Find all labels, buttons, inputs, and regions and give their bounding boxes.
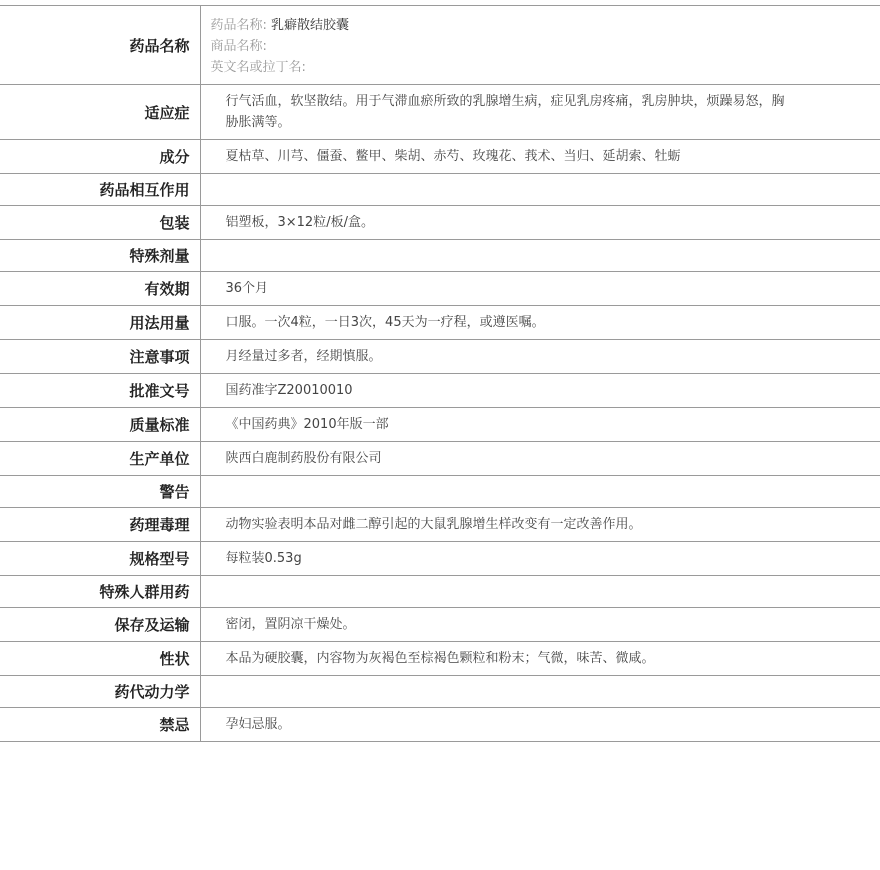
table-row-dosage: [0, 306, 880, 340]
table-row-special-populations: [0, 576, 880, 608]
row-label: 药品名称: [0, 6, 200, 85]
row-value: 口服。一次4粒，一日3次，45天为一疗程，或遵医嘱。: [200, 306, 880, 340]
row-label: 禁忌: [0, 708, 200, 742]
row-label: 包装: [0, 206, 200, 240]
generic-name-value: 乳癖散结胶囊: [271, 18, 350, 33]
table-row-storage: [0, 608, 880, 642]
table-row-special-dosage: [0, 240, 880, 272]
row-value: 动物实验表明本品对雌二醇引起的大鼠乳腺增生样改变有一定改善作用。: [200, 508, 880, 542]
generic-name-key: 药品名称:: [210, 18, 267, 33]
trade-name-key: 商品名称:: [210, 39, 267, 54]
table-row-interactions: [0, 174, 880, 206]
table-row-contraindications: [0, 708, 880, 742]
row-value: [200, 174, 880, 206]
table-row-indications: [0, 85, 880, 140]
table-row-warning: [0, 476, 880, 508]
row-label: 特殊剂量: [0, 240, 200, 272]
row-label: 注意事项: [0, 340, 200, 374]
row-value: 夏枯草、川芎、僵蚕、鳖甲、柴胡、赤芍、玫瑰花、莪术、当归、延胡索、牡蛎: [200, 140, 880, 174]
row-label: 保存及运输: [0, 608, 200, 642]
row-label: 批准文号: [0, 374, 200, 408]
row-label: 性状: [0, 642, 200, 676]
row-label: 适应症: [0, 85, 200, 140]
row-label: 用法用量: [0, 306, 200, 340]
row-value: 每粒装0.53g: [200, 542, 880, 576]
row-value: [200, 240, 880, 272]
table-row-shelf-life: [0, 272, 880, 306]
row-label: 生产单位: [0, 442, 200, 476]
row-label: 药品相互作用: [0, 174, 200, 206]
table-row-drug-name: [0, 6, 880, 85]
table-row-packaging: [0, 206, 880, 240]
table-row-quality-standard: [0, 408, 880, 442]
table-row-manufacturer: [0, 442, 880, 476]
row-label: 规格型号: [0, 542, 200, 576]
table-row-description: [0, 642, 880, 676]
row-value: 陕西白鹿制药股份有限公司: [200, 442, 880, 476]
row-value: 《中国药典》2010年版一部: [200, 408, 880, 442]
table-row-ingredients: [0, 140, 880, 174]
row-value: 铝塑板，3×12粒/板/盒。: [200, 206, 880, 240]
row-label: 成分: [0, 140, 200, 174]
row-label: 有效期: [0, 272, 200, 306]
row-label: 特殊人群用药: [0, 576, 200, 608]
trade-name-line: [211, 36, 871, 57]
row-value: 月经量过多者，经期慎服。: [200, 340, 880, 374]
row-value: 国药准字Z20010010: [200, 374, 880, 408]
row-value: 本品为硬胶囊，内容物为灰褐色至棕褐色颗粒和粉末；气微，味苦、微咸。: [200, 642, 880, 676]
row-label: 药理毒理: [0, 508, 200, 542]
row-value: 行气活血，软坚散结。用于气滞血瘀所致的乳腺增生病，症见乳房疼痛，乳房肿块，烦躁易怒，胸胁胀满等。: [200, 85, 880, 140]
drug-info-table: [0, 5, 880, 742]
table-row-approval-number: [0, 374, 880, 408]
table-row-specification: [0, 542, 880, 576]
row-value: 36个月: [200, 272, 880, 306]
row-value: 孕妇忌服。: [200, 708, 880, 742]
table-row-pharmacokinetics: [0, 676, 880, 708]
row-label: 警告: [0, 476, 200, 508]
row-label: 药代动力学: [0, 676, 200, 708]
table-row-precautions: [0, 340, 880, 374]
row-value: 密闭，置阴凉干燥处。: [200, 608, 880, 642]
english-name-line: [211, 57, 871, 78]
generic-name-line: [211, 15, 871, 36]
row-value: [200, 576, 880, 608]
table-row-pharmacology: [0, 508, 880, 542]
english-name-key: 英文名或拉丁名:: [210, 60, 306, 75]
drug-name-cell: [200, 6, 880, 85]
row-value: [200, 476, 880, 508]
row-label: 质量标准: [0, 408, 200, 442]
row-value: [200, 676, 880, 708]
